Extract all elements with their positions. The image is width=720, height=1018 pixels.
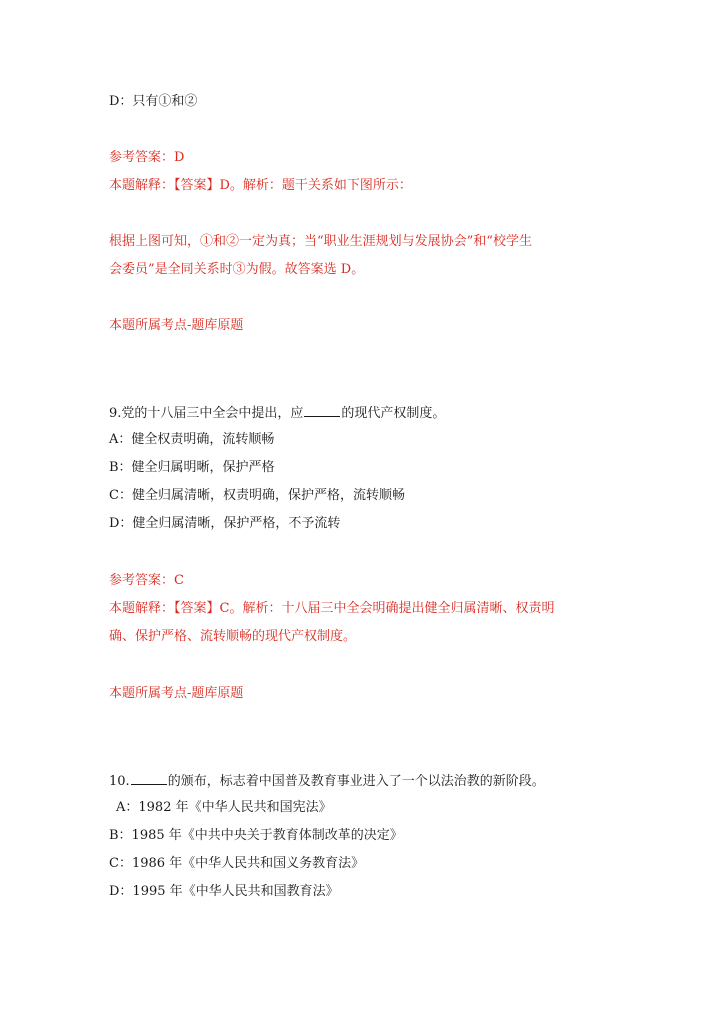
q10-option-d: D：1995 年《中华人民共和国教育法》 [109, 884, 339, 899]
q10-option-b: B：1985 年《中共中央关于教育体制改革的决定》 [109, 828, 403, 843]
q8-answer: 参考答案：D [109, 150, 185, 165]
q9-stem [109, 402, 445, 422]
q10-option-a: A：1982 年《中华人民共和国宪法》 [116, 800, 332, 815]
q10-stem-prefix: 10. [109, 774, 130, 789]
q10-blank [131, 770, 167, 785]
q8-explanation-line1: 本题解释：【答案】D。解析：题干关系如下图所示： [109, 178, 412, 193]
q9-option-a: A：健全权责明确，流转顺畅 [109, 432, 275, 447]
q10-stem [109, 770, 545, 790]
q8-explanation-line2: 根据上图可知，①和②一定为真；当“职业生涯规划与发展协会”和“校学生 [109, 234, 532, 249]
q9-option-d: D：健全归属清晰，保护严格，不予流转 [109, 516, 341, 531]
q9-stem-prefix: 9.党的十八届三中全会中提出，应 [109, 406, 304, 421]
q9-stem-suffix: 的现代产权制度。 [341, 406, 446, 421]
q10-stem-suffix: 的颁布，标志着中国普及教育事业进入了一个以法治教的新阶段。 [167, 774, 545, 789]
q9-source: 本题所属考点-题库原题 [109, 686, 244, 701]
q10-option-c: C：1986 年《中华人民共和国义务教育法》 [109, 856, 365, 871]
q8-source: 本题所属考点-题库原题 [109, 318, 244, 333]
q9-explanation-line2: 确、保护严格、流转顺畅的现代产权制度。 [109, 629, 357, 644]
q9-answer: 参考答案：C [109, 573, 184, 588]
q8-option-d: D：只有①和② [109, 94, 198, 109]
q9-explanation-line1: 本题解释：【答案】C。解析：十八届三中全会明确提出健全归属清晰、权责明 [109, 601, 555, 616]
q9-option-b: B：健全归属明晰，保护严格 [109, 460, 275, 475]
q9-blank [304, 402, 340, 417]
q9-option-c: C：健全归属清晰，权责明确，保护严格，流转顺畅 [109, 488, 405, 503]
q8-explanation-line3: 会委员”是全同关系时③为假。故答案选 D。 [109, 262, 365, 277]
